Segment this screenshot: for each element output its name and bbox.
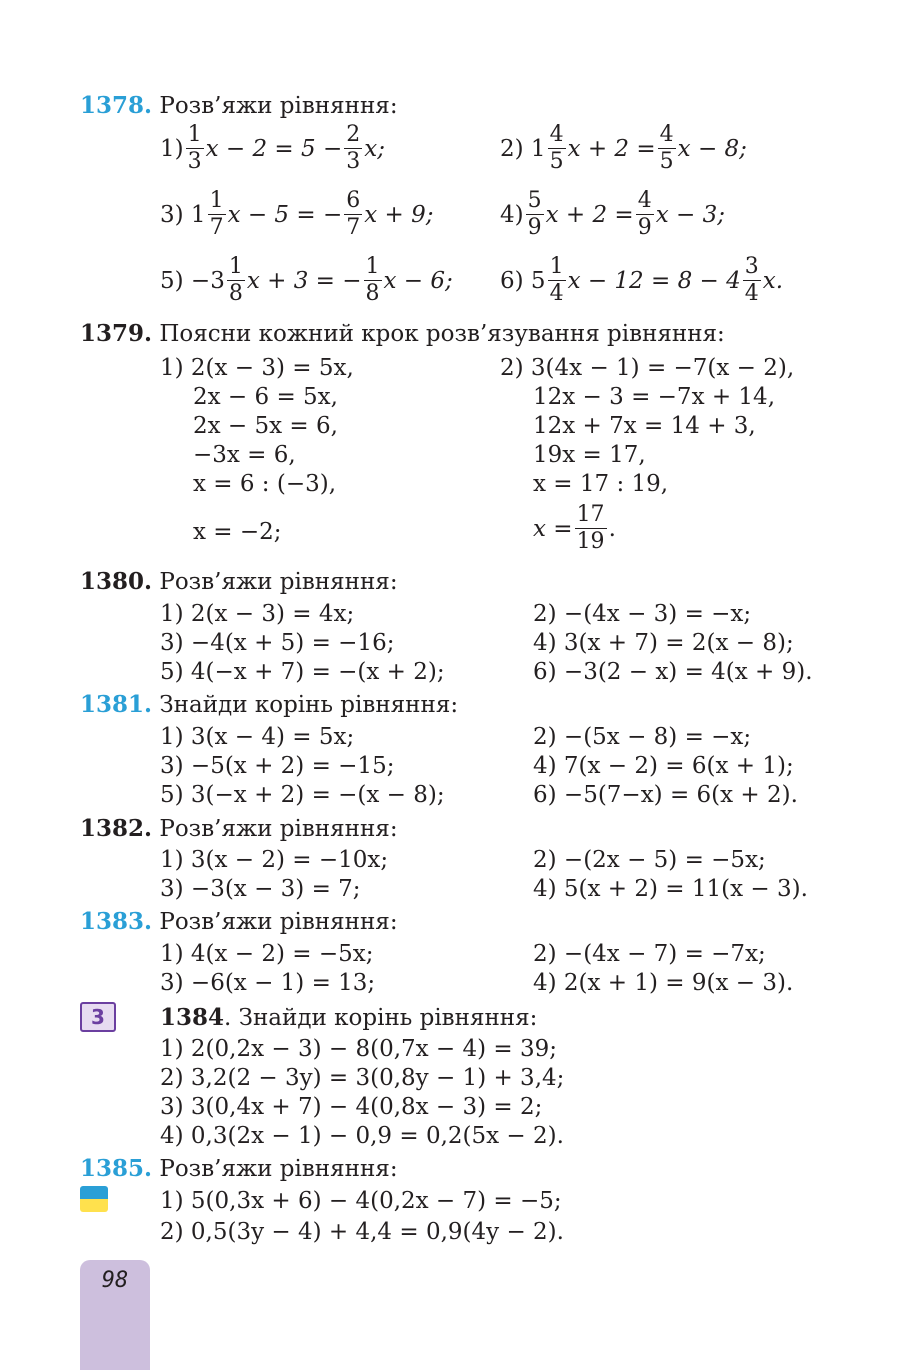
exercise-1379-heading: [80, 320, 725, 348]
exercise-number: 1383.: [80, 908, 153, 935]
exercise-1378-heading: [80, 92, 398, 120]
item-suffix: x − 3;: [655, 201, 725, 228]
equation-item: 5) 3(−x + 2) = −(x − 8);: [160, 782, 445, 808]
fraction: [548, 122, 566, 175]
exercise-1378-item-5: [160, 254, 453, 307]
fraction: [344, 188, 362, 241]
exercise-title: Поясни кожний крок розв’язування рівняння:: [159, 321, 725, 347]
denominator: 9: [637, 215, 652, 240]
fraction: [575, 502, 607, 555]
numerator: 1: [365, 254, 380, 279]
solution-step: 2x − 5x = 6,: [193, 413, 338, 439]
equation-item: 4) 5(x + 2) = 11(x − 3).: [533, 876, 808, 902]
solution-step: 2x − 6 = 5x,: [193, 384, 338, 410]
denominator: 8: [228, 281, 243, 306]
equation-item: 1) 2(x − 3) = 4x;: [160, 601, 355, 627]
item-prefix: 6) 5: [500, 267, 546, 294]
exercise-number: 1384: [160, 1004, 225, 1031]
numerator: 4: [659, 122, 674, 147]
exercise-title: Розв’яжи рівняння:: [159, 1156, 398, 1182]
exercise-title: . Знайди корінь рівняння:: [224, 1005, 538, 1031]
equation-item: 4) 2(x + 1) = 9(x − 3).: [533, 970, 794, 996]
exercise-1384-heading: [160, 1004, 537, 1032]
equation-item: 5) 4(−x + 7) = −(x + 2);: [160, 659, 445, 685]
exercise-1382-heading: [80, 815, 398, 843]
denominator: 5: [659, 149, 674, 174]
item-middle: x + 3 = −: [246, 267, 362, 294]
solution-step: −3x = 6,: [193, 442, 296, 468]
exercise-number: 1378.: [80, 92, 153, 119]
exercise-title: Розв’яжи рівняння:: [159, 816, 398, 842]
equation-item: 2) −(4x − 7) = −7x;: [533, 941, 766, 967]
equation-item: 3) −6(x − 1) = 13;: [160, 970, 376, 996]
solution-step: x = −2;: [193, 519, 282, 545]
equation-item: 4) 7(x − 2) = 6(x + 1);: [533, 753, 794, 779]
item-suffix: .: [608, 515, 616, 542]
equation-item: 2) −(2x − 5) = −5x;: [533, 847, 766, 873]
equation-item: 3) −4(x + 5) = −16;: [160, 630, 395, 656]
ukraine-flag-icon: [80, 1186, 108, 1212]
item-suffix: x + 9;: [364, 201, 434, 228]
denominator: 19: [576, 529, 605, 554]
equation-item: 2) 0,5(3y − 4) + 4,4 = 0,9(4y − 2).: [160, 1219, 564, 1245]
item-suffix: x − 6;: [383, 267, 453, 294]
item-prefix: x =: [533, 515, 573, 542]
item-middle: x − 2 = 5 −: [205, 135, 343, 162]
fraction: [364, 254, 382, 307]
item-middle: x − 12 = 8 − 4: [567, 267, 741, 294]
denominator: 7: [346, 215, 361, 240]
exercise-1378-item-1: [160, 122, 385, 175]
difficulty-level-badge: 3: [80, 1002, 116, 1032]
numerator: 17: [576, 502, 605, 527]
exercise-number: 1381.: [80, 691, 153, 718]
exercise-title: Розв’яжи рівняння:: [159, 93, 398, 119]
item-suffix: x.: [762, 267, 784, 294]
item-suffix: x;: [364, 135, 385, 162]
fraction: [526, 188, 544, 241]
page-number-tab: [80, 1260, 150, 1370]
numerator: 1: [549, 254, 564, 279]
equation-item: 1) 4(x − 2) = −5x;: [160, 941, 374, 967]
equation-item: 1) 5(0,3x + 6) − 4(0,2x − 7) = −5;: [160, 1188, 562, 1214]
fraction: [636, 188, 654, 241]
denominator: 8: [365, 281, 380, 306]
denominator: 4: [549, 281, 564, 306]
numerator: 5: [527, 188, 542, 213]
fraction: [743, 254, 761, 307]
equation-item: 1) 2(0,2x − 3) − 8(0,7x − 4) = 39;: [160, 1036, 558, 1062]
exercise-1381-heading: [80, 691, 458, 719]
item-middle: x + 2 =: [545, 201, 634, 228]
exercise-number: 1382.: [80, 815, 153, 842]
exercise-number: 1380.: [80, 568, 153, 595]
solution-step: x = 17 : 19,: [533, 471, 669, 497]
denominator: 7: [209, 215, 224, 240]
fraction: [658, 122, 676, 175]
equation-item: 2) −(4x − 3) = −x;: [533, 601, 752, 627]
fraction: [344, 122, 362, 175]
fraction: [208, 188, 226, 241]
numerator: 1: [228, 254, 243, 279]
equation-item: 3) −5(x + 2) = −15;: [160, 753, 395, 779]
page-number: 98: [101, 1268, 129, 1293]
item-middle: x − 5 = −: [227, 201, 343, 228]
exercise-1383-heading: [80, 908, 398, 936]
exercise-title: Розв’яжи рівняння:: [159, 909, 398, 935]
item-prefix: 4): [500, 201, 524, 228]
item-prefix: 1): [160, 135, 184, 162]
fraction: [227, 254, 245, 307]
equation-item: 3) −3(x − 3) = 7;: [160, 876, 361, 902]
equation-item: 6) −3(2 − x) = 4(x + 9).: [533, 659, 813, 685]
equation-item: 2) −(5x − 8) = −x;: [533, 724, 752, 750]
solution-step: 2) 3(4x − 1) = −7(x − 2),: [500, 355, 795, 381]
exercise-1378-item-4: [500, 188, 725, 241]
exercise-1378-item-6: [500, 254, 783, 307]
numerator: 4: [549, 122, 564, 147]
item-prefix: 3) 1: [160, 201, 206, 228]
numerator: 2: [346, 122, 361, 147]
numerator: 3: [744, 254, 759, 279]
equation-item: 4) 0,3(2x − 1) − 0,9 = 0,2(5x − 2).: [160, 1123, 564, 1149]
solution-step: x = 6 : (−3),: [193, 471, 337, 497]
exercise-1380-heading: [80, 568, 398, 596]
equation-item: 1) 3(x − 4) = 5x;: [160, 724, 355, 750]
numerator: 1: [209, 188, 224, 213]
item-prefix: 5) −3: [160, 267, 225, 294]
solution-step: 12x + 7x = 14 + 3,: [533, 413, 756, 439]
denominator: 4: [744, 281, 759, 306]
item-suffix: x − 8;: [677, 135, 747, 162]
equation-item: 6) −5(7−x) = 6(x + 2).: [533, 782, 798, 808]
denominator: 9: [527, 215, 542, 240]
solution-step: 19x = 17,: [533, 442, 646, 468]
solution-step: [533, 502, 616, 555]
equation-item: 2) 3,2(2 − 3y) = 3(0,8y − 1) + 3,4;: [160, 1065, 565, 1091]
denominator: 5: [549, 149, 564, 174]
equation-item: 3) 3(0,4x + 7) − 4(0,8x − 3) = 2;: [160, 1094, 543, 1120]
exercise-number: 1385.: [80, 1155, 153, 1182]
fraction: [548, 254, 566, 307]
numerator: 6: [346, 188, 361, 213]
exercise-1378-item-2: [500, 122, 747, 175]
exercise-1378-item-3: [160, 188, 433, 241]
exercise-title: Знайди корінь рівняння:: [159, 692, 459, 718]
denominator: 3: [346, 149, 361, 174]
numerator: 4: [637, 188, 652, 213]
item-middle: x + 2 =: [567, 135, 656, 162]
exercise-number: 1379.: [80, 320, 153, 347]
solution-step: 12x − 3 = −7x + 14,: [533, 384, 776, 410]
item-prefix: 2) 1: [500, 135, 546, 162]
solution-step: 1) 2(x − 3) = 5x,: [160, 355, 354, 381]
denominator: 3: [187, 149, 202, 174]
numerator: 1: [187, 122, 202, 147]
equation-item: 1) 3(x − 2) = −10x;: [160, 847, 389, 873]
exercise-1385-heading: [80, 1155, 398, 1183]
fraction: [186, 122, 204, 175]
equation-item: 4) 3(x + 7) = 2(x − 8);: [533, 630, 794, 656]
exercise-title: Розв’яжи рівняння:: [159, 569, 398, 595]
